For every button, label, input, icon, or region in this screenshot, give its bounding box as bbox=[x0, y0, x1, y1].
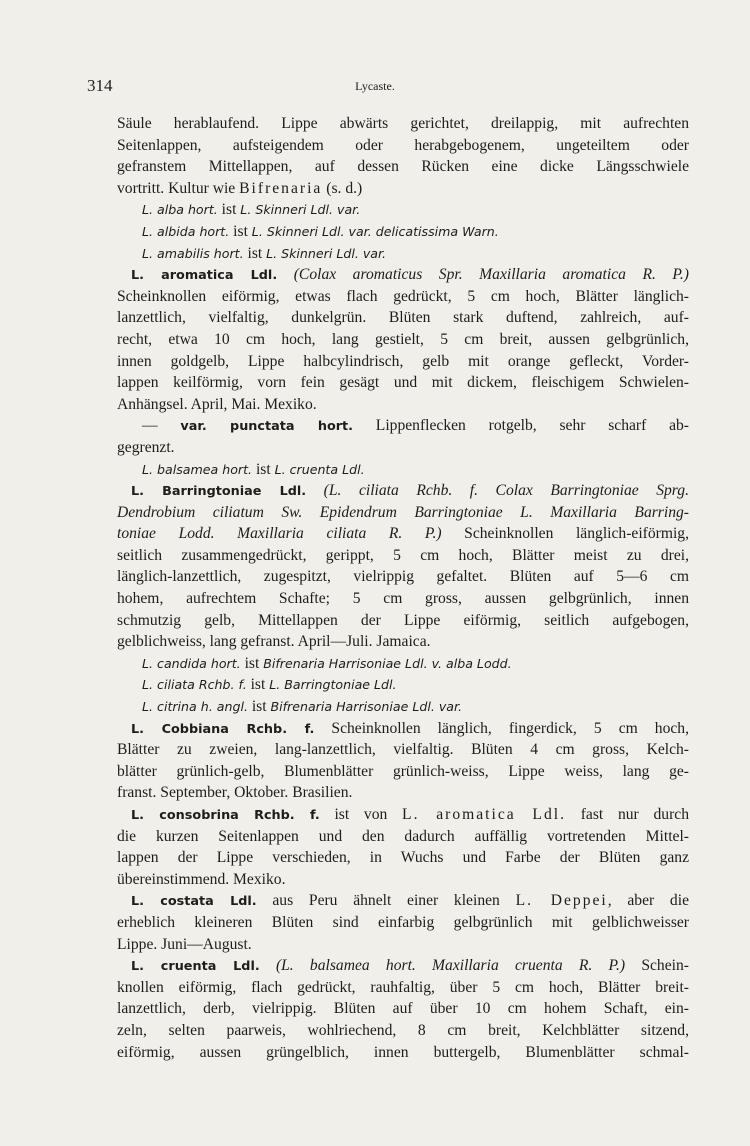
text-line bbox=[117, 502, 689, 524]
text-run: ist von bbox=[319, 806, 403, 823]
text-run: lanzettlich, derb, vielrippig. Blüten auf über 10 cm hohem Schaft, ein- bbox=[117, 1000, 689, 1018]
entry-heading: L. Barringtoniae Ldl. bbox=[131, 484, 307, 500]
text-line bbox=[117, 178, 689, 200]
text-run: L. Deppei bbox=[515, 892, 608, 910]
text-run: gelblichweiss, lang gefranst. April—Juli. Jamaica. bbox=[117, 633, 431, 651]
text-run: toniae Lodd. Maxillaria ciliata R. P.) bbox=[117, 525, 442, 543]
text-run: die kurzen Seitenlappen und den dadurch auffällig vortretenden Mittel- bbox=[117, 827, 689, 845]
text-line bbox=[117, 566, 689, 588]
synonym-text: L. balsamea hort. bbox=[142, 461, 253, 477]
text-run: Bifrenaria bbox=[239, 179, 323, 197]
text-run: seitlich zusammengedrückt, gerippt, 5 cm hoch, Blätter meist zu drei, bbox=[117, 546, 689, 564]
text-line bbox=[117, 286, 689, 308]
text-run: innen goldgelb, Lippe halbcylindrisch, gelb mit orange gefleckt, Vorder- bbox=[117, 352, 689, 370]
synonym-text: Bifrenaria Harrisoniae Ldl. v. alba Lodd. bbox=[263, 655, 512, 671]
entry-heading: L. cruenta Ldl. bbox=[131, 959, 260, 975]
text-run: — bbox=[142, 417, 181, 435]
text-run: lanzettlich, vielfaltig, dunkelgrün. Blüten stark duftend, zahlreich, auf- bbox=[117, 309, 689, 327]
text-line bbox=[117, 523, 689, 545]
text-run: Säule herablaufend. Lippe abwärts gerichtet, dreilappig, mit aufrechten bbox=[117, 115, 689, 132]
synonym-text: L. Skinneri Ldl. var. delicatissima Warn. bbox=[251, 223, 499, 239]
text-line bbox=[117, 199, 689, 221]
text-line bbox=[117, 890, 689, 912]
text-run: (Colax aromaticus Spr. Maxillaria aromatica R. P.) bbox=[293, 266, 689, 284]
entry-heading: var. punctata hort. bbox=[180, 419, 354, 435]
text-line bbox=[117, 351, 689, 373]
text-run: schmutzig gelb, Mittellappen der Lippe eiförmig, seitlich aufgebogen, bbox=[117, 611, 689, 629]
text-run: Schein- bbox=[625, 957, 689, 975]
synonym-text: L. Barringtoniae Ldl. bbox=[269, 677, 397, 693]
text-run: aus Peru ähnelt einer kleinen bbox=[256, 892, 516, 910]
text-line bbox=[117, 307, 689, 329]
text-run: ist bbox=[243, 244, 267, 262]
text-run: Lippenflecken rotgelb, sehr scharf ab- bbox=[353, 417, 689, 435]
text-line bbox=[117, 135, 689, 157]
text-run: übereinstimmend. Mexiko. bbox=[117, 870, 286, 888]
text-line bbox=[117, 459, 689, 481]
text-run: lappen der Lippe verschieden, in Wuchs und Farbe der Blüten ganz bbox=[117, 849, 689, 867]
text-run: lappen keilförmig, vorn fein gesägt und mit dickem, fleischigem Schwielen- bbox=[117, 374, 689, 392]
text-run: blätter grünlich-gelb, Blumenblätter grünlich-weiss, Lippe weiss, lang ge- bbox=[117, 762, 689, 780]
text-line bbox=[117, 372, 689, 394]
text-line bbox=[117, 653, 689, 675]
text-run: Seitenlappen, aufsteigendem oder herabgebogenem, ungeteiltem oder bbox=[117, 136, 689, 154]
text-run: gegrenzt. bbox=[117, 438, 175, 456]
text-run: eiförmig, aussen grüngelblich, innen buttergelb, Blumenblätter schmal- bbox=[117, 1043, 689, 1061]
text-line bbox=[117, 1020, 689, 1042]
text-run: Dendrobium ciliatum Sw. Epidendrum Barringtoniae L. Maxillaria Barring- bbox=[117, 503, 689, 521]
text-run bbox=[306, 482, 324, 499]
text-line bbox=[117, 329, 689, 351]
text-run: Scheinknollen länglich, fingerdick, 5 cm hoch, bbox=[314, 719, 689, 737]
text-line bbox=[117, 739, 689, 761]
page-body-text bbox=[117, 113, 689, 1063]
text-line bbox=[117, 437, 689, 459]
text-line bbox=[117, 869, 689, 891]
text-line bbox=[117, 113, 689, 135]
text-run: L. aromatica Ldl. bbox=[402, 806, 566, 823]
text-line bbox=[117, 912, 689, 934]
text-line bbox=[117, 847, 689, 869]
text-run: Scheinknollen länglich-eiförmig, bbox=[441, 525, 689, 543]
text-line bbox=[117, 631, 689, 653]
synonym-text: Bifrenaria Harrisoniae Ldl. var. bbox=[270, 699, 463, 715]
text-run: Scheinknollen eiförmig, etwas flach gedrückt, 5 cm hoch, Blätter länglich- bbox=[117, 287, 689, 305]
text-run: (L. ciliata Rchb. f. Colax Barringtoniae Sprg. bbox=[323, 482, 689, 500]
text-line bbox=[117, 804, 689, 826]
text-run: ist bbox=[240, 654, 264, 672]
entry-heading: L. aromatica Ldl. bbox=[131, 268, 278, 284]
synonym-text: L. amabilis hort. bbox=[142, 245, 244, 261]
text-run: knollen eiförmig, flach gedrückt, rauhfaltig, über 5 cm hoch, Blätter breit- bbox=[117, 978, 689, 996]
entry-heading: L. Cobbiana Rchb. f. bbox=[131, 721, 315, 737]
text-line bbox=[117, 674, 689, 696]
text-line bbox=[117, 415, 689, 437]
text-run: ist bbox=[252, 460, 275, 478]
text-run: franst. September, Oktober. Brasilien. bbox=[117, 784, 353, 802]
text-line bbox=[117, 610, 689, 632]
text-line bbox=[117, 545, 689, 567]
text-line bbox=[117, 221, 689, 243]
text-run: ist bbox=[246, 676, 270, 694]
text-line bbox=[117, 718, 689, 740]
text-run: Lippe. Juni—August. bbox=[117, 935, 252, 953]
text-line bbox=[117, 955, 689, 977]
text-run: (L. balsamea hort. Maxillaria cruenta R. P.) bbox=[275, 957, 626, 975]
synonym-text: L. albida hort. bbox=[142, 223, 230, 239]
text-line bbox=[117, 264, 689, 286]
text-line bbox=[117, 977, 689, 999]
text-line bbox=[117, 696, 689, 718]
text-line bbox=[117, 826, 689, 848]
synonym-text: L. citrina h. angl. bbox=[142, 699, 248, 715]
entry-heading: L. consobrina Rchb. f. bbox=[131, 808, 320, 823]
text-run: erheblich kleineren Blüten sind einfarbig gelbgrünlich mit gelblichweisser bbox=[117, 913, 689, 931]
synonym-text: L. candida hort. bbox=[142, 655, 241, 671]
text-line bbox=[117, 156, 689, 178]
text-run: zeln, selten paarweis, wohlriechend, 8 cm breit, Kelchblätter sitzend, bbox=[117, 1021, 689, 1039]
synonym-text: L. ciliata Rchb. f. bbox=[142, 677, 247, 693]
text-run: Blätter zu zweien, lang-lanzettlich, vielfaltig. Blüten 4 cm gross, Kelch- bbox=[117, 741, 689, 759]
running-title: Lycaste. bbox=[355, 79, 395, 93]
page-number: 314 bbox=[87, 76, 113, 95]
text-run: gefranstem Mittellappen, auf dessen Rücken eine dicke Längsschwiele bbox=[117, 158, 689, 176]
text-line bbox=[117, 480, 689, 502]
text-line bbox=[117, 394, 689, 416]
text-run: fast nur durch bbox=[565, 806, 689, 823]
text-line bbox=[117, 243, 689, 265]
synonym-text: L. Skinneri Ldl. var. bbox=[266, 245, 387, 261]
text-run: , aber die bbox=[607, 892, 689, 910]
text-line bbox=[117, 761, 689, 783]
text-line bbox=[117, 934, 689, 956]
text-run: ist bbox=[229, 222, 252, 240]
text-run: hohem, aufrechtem Schafte; 5 cm gross, aussen gelbgrünlich, innen bbox=[117, 590, 689, 608]
text-run: recht, etwa 10 cm hoch, lang gestielt, 5 cm breit, aussen gelbgrünlich, bbox=[117, 330, 689, 348]
text-run bbox=[260, 957, 276, 974]
text-run: länglich-lanzettlich, zugespitzt, vielrippig gefaltet. Blüten auf 5—6 cm bbox=[117, 568, 689, 586]
text-line bbox=[117, 588, 689, 610]
page-header bbox=[87, 76, 663, 98]
text-run: vortritt. Kultur wie bbox=[117, 179, 240, 197]
entry-heading: L. costata Ldl. bbox=[131, 894, 257, 910]
text-run: ist bbox=[217, 201, 241, 219]
text-run: Anhängsel. April, Mai. Mexiko. bbox=[117, 395, 317, 413]
synonym-text: L. Skinneri Ldl. var. bbox=[240, 202, 361, 218]
text-run: ist bbox=[247, 698, 271, 716]
text-line bbox=[117, 782, 689, 804]
synonym-text: L. cruenta Ldl. bbox=[274, 461, 365, 477]
text-run bbox=[277, 266, 294, 283]
synonym-text: L. alba hort. bbox=[142, 202, 218, 218]
text-run: (s. d.) bbox=[322, 179, 363, 197]
text-line bbox=[117, 998, 689, 1020]
text-line bbox=[117, 1042, 689, 1064]
